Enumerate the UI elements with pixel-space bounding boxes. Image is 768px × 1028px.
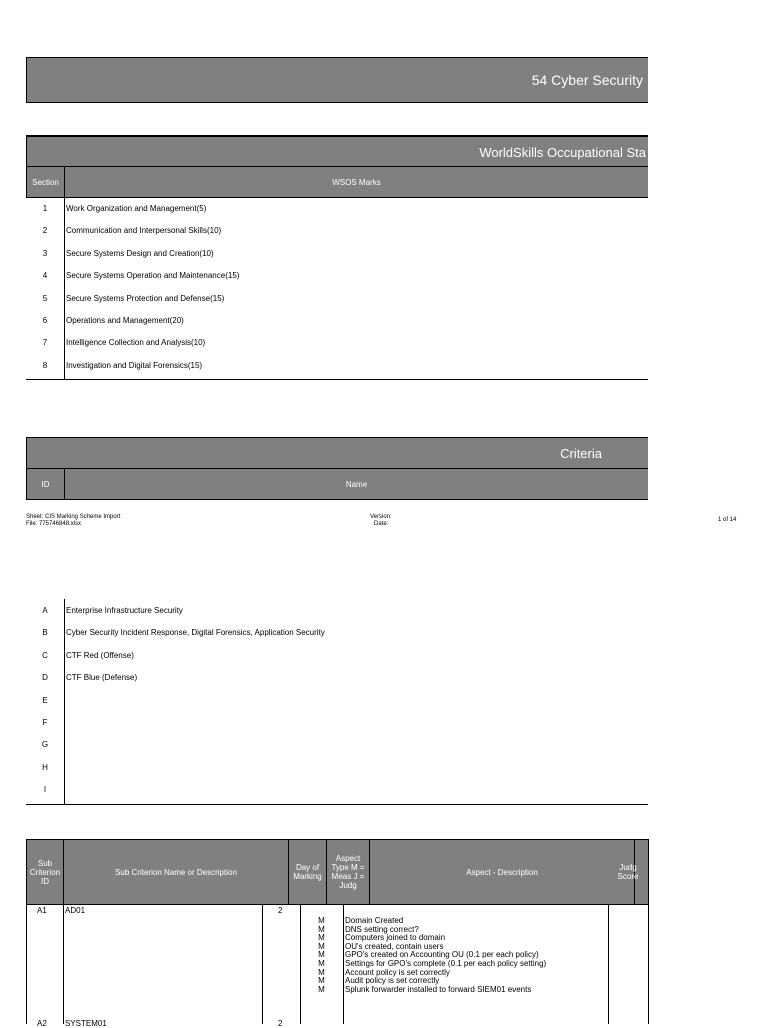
wsos-section-name: Secure Systems Protection and Defense(15) (66, 293, 225, 303)
wsos-section-name: Work Organization and Management(5) (66, 204, 207, 213)
subcriteria-header-row (26, 839, 649, 905)
aspect-type: M (318, 976, 325, 986)
footer-file: File: 775746848.xlsx (26, 521, 82, 527)
criterion-id: E (42, 695, 48, 705)
subcriterion-day: 2 (278, 906, 283, 915)
subcriteria-col-id: Sub Criterion ID (27, 840, 64, 904)
aspect-description: Computers joined to domain (345, 933, 446, 943)
wsos-column-header-row (26, 167, 648, 198)
wsos-table-heading (26, 135, 648, 167)
wsos-section-number: 6 (42, 316, 48, 325)
aspect-description: OU's created, contain users (345, 941, 444, 951)
aspect-type: M (318, 967, 325, 977)
subcriteria-col-judg: Judg Score (617, 863, 639, 881)
wsos-section-number: 4 (42, 271, 48, 281)
wsos-bottom-border (26, 379, 648, 380)
subcriterion-next-day: 2 (278, 1019, 283, 1028)
criteria-col-name: Name (345, 480, 368, 489)
subcriterion-next-name: SYSTEM01 (65, 1019, 107, 1028)
aspect-type: M (318, 924, 325, 934)
wsos-section-name: Communication and Interpersonal Skills(10) (66, 226, 222, 236)
criteria-column-header-row (26, 469, 648, 500)
aspect-description: Settings for GPO's complete (0.1 per each policy setting) (345, 958, 547, 968)
criteria-table-heading (26, 437, 648, 469)
aspect-description: DNS setting correct? (345, 924, 419, 934)
footer-sheet-info (26, 514, 120, 528)
criterion-id: I (43, 785, 47, 795)
sub-grid-line-right (648, 905, 649, 1024)
criterion-id: F (42, 718, 48, 727)
criteria-column-divider (64, 599, 65, 805)
wsos-section-number: 7 (42, 338, 48, 348)
criterion-id: H (42, 762, 48, 772)
sub-grid-line-id (63, 905, 64, 1024)
document-title-bar (26, 57, 648, 103)
wsos-section-number: 1 (42, 204, 48, 213)
aspect-type: M (318, 941, 325, 951)
aspect-description: GPO's created on Accounting OU (0.1 per each policy) (345, 950, 539, 960)
sub-grid-line-name (262, 905, 263, 1024)
wsos-section-number: 3 (42, 248, 48, 258)
criterion-name: CTF Red (Offense) (66, 650, 134, 660)
footer-date: Date: (374, 521, 389, 527)
footer-page-number: 1 of 14 (718, 517, 737, 523)
document-title: 54 Cyber Security (531, 72, 643, 88)
aspect-row (300, 986, 608, 995)
aspect-description: Domain Created (345, 916, 404, 925)
criterion-name: Enterprise Infrastructure Security (66, 606, 183, 615)
criteria-col-id: ID (27, 469, 65, 500)
aspect-description: Audit policy is set correctly (345, 976, 440, 986)
aspect-type: M (318, 984, 325, 994)
criterion-name: Cyber Security Incident Response, Digital Forensics, Application Security (66, 628, 325, 638)
wsos-section-name: Secure Systems Design and Creation(10) (66, 248, 214, 258)
criterion-id: C (42, 650, 48, 660)
criterion-id: A (42, 606, 48, 615)
subcriteria-col-name: Sub Criterion Name or Description (64, 840, 289, 904)
aspect-description: Splunk forwarder installed to forward SIEM01 events (345, 984, 532, 994)
wsos-col-section: Section (27, 167, 65, 198)
footer-sheet: Sheet: CIS Marking Scheme Import (26, 514, 121, 520)
criterion-id: D (42, 673, 48, 683)
aspect-type: M (318, 958, 325, 968)
aspect-description: Account policy is set correctly (345, 967, 450, 977)
subcriterion-id: A1 (37, 906, 47, 915)
footer-version-info (370, 514, 392, 528)
wsos-section-number: 8 (42, 360, 48, 370)
footer-version: Version: (370, 514, 392, 520)
criterion-id: B (42, 628, 48, 638)
criterion-id: G (41, 740, 49, 750)
wsos-heading-text: WorldSkills Occupational Sta (479, 145, 646, 160)
wsos-section-name: Investigation and Digital Forensics(15) (66, 360, 203, 370)
wsos-column-divider (64, 198, 65, 380)
criterion-name: CTF Blue (Defense) (66, 673, 138, 683)
wsos-section-name: Intelligence Collection and Analysis(10) (66, 338, 206, 348)
subcriteria-col-day: Day of Marking (289, 840, 327, 904)
subcriteria-col-aspect-type: Aspect Type M = Meas J = Judg (327, 840, 370, 904)
sub-grid-line-desc (608, 905, 609, 1024)
criteria-bottom-border (26, 804, 648, 805)
criteria-heading-text: Criteria (560, 446, 602, 461)
aspect-type: M (318, 950, 325, 960)
subcriterion-name: AD01 (65, 906, 86, 915)
sub-grid-line-left (26, 905, 27, 1024)
aspect-type: M (318, 916, 325, 925)
wsos-col-marks: WSOS Marks (332, 178, 381, 187)
wsos-section-name: Operations and Management(20) (66, 316, 184, 325)
subcriterion-next-id: A2 (37, 1019, 47, 1028)
aspect-list (300, 917, 608, 994)
wsos-section-name: Secure Systems Operation and Maintenance(15) (66, 271, 240, 281)
wsos-section-number: 5 (42, 293, 48, 303)
wsos-section-number: 2 (42, 226, 48, 236)
subcriteria-col-description: Aspect - Description (370, 840, 635, 904)
aspect-type: M (318, 933, 325, 943)
